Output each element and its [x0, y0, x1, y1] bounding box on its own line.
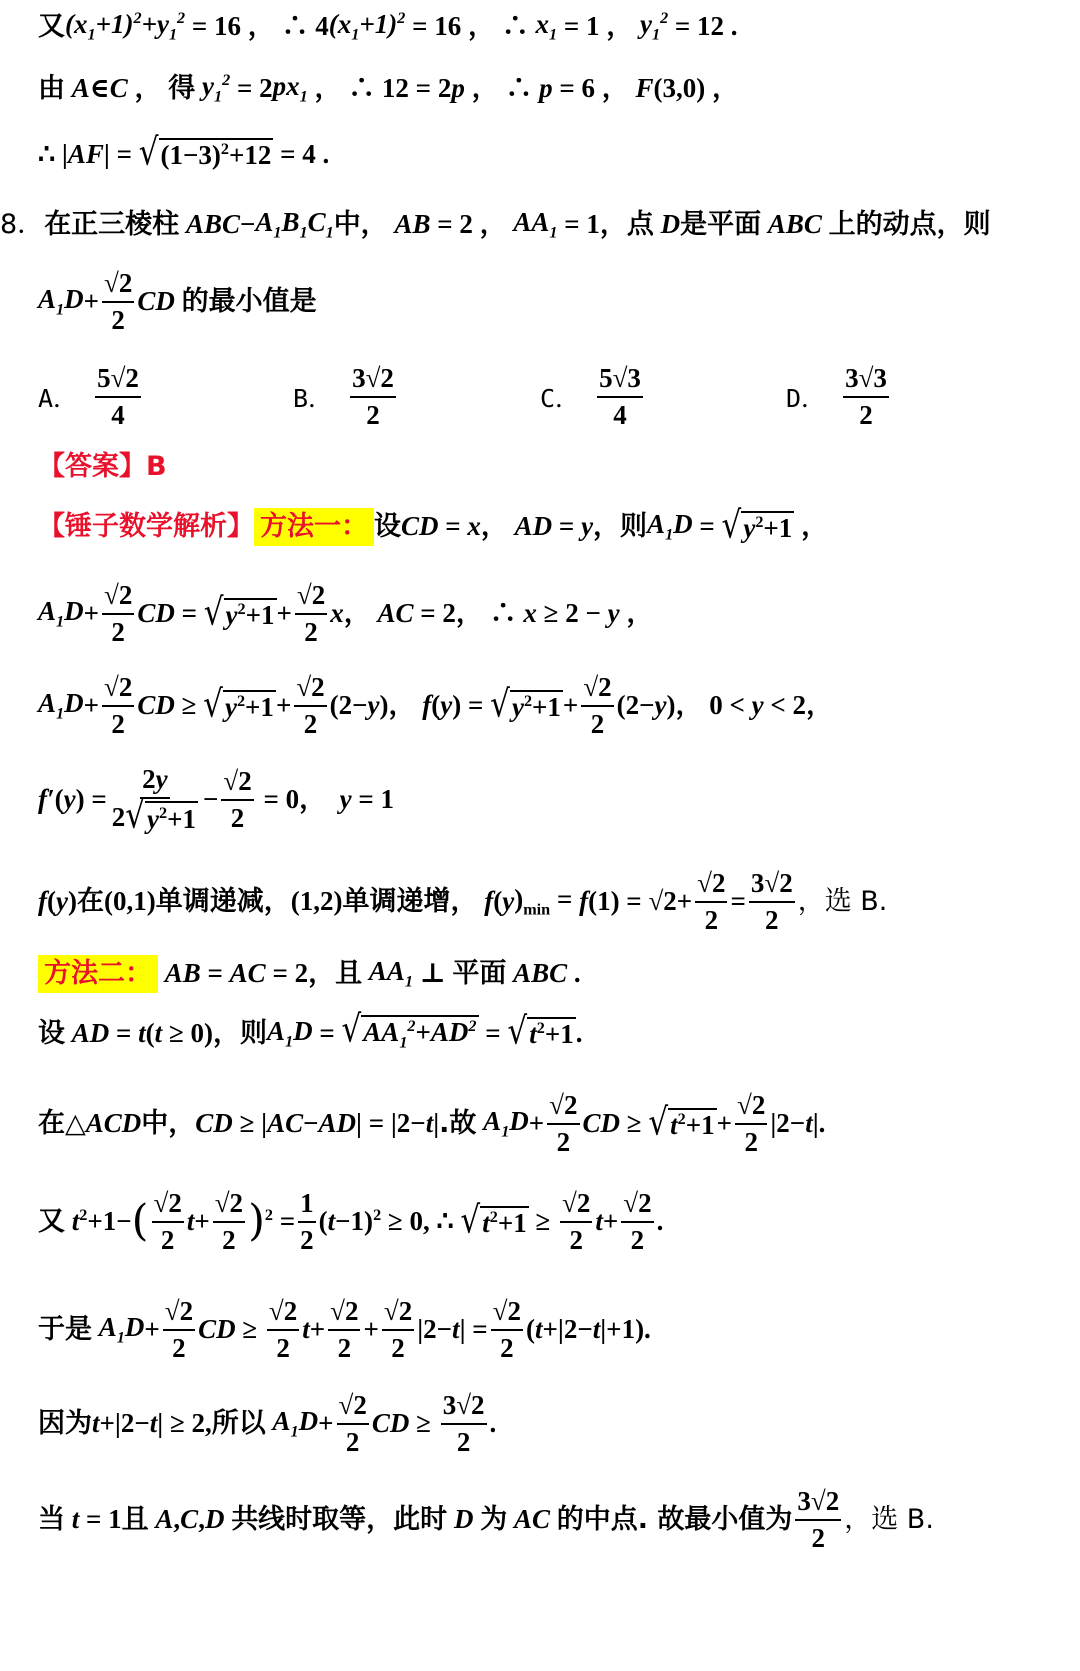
method-1-line-3: $A_1D$ + $\frac{√2}{2}$ CD ≥ √ $y^2+1$ + $\frac{√2}{2}$ (2− y )， f ( y ) = √ $y^2+1$ + $\frac{√2}{2}$ (2− y )， 0 < y < 2，: [38, 672, 834, 740]
eq-line-2: 由 A ∈ C ， 得 $y_1^2$ = 2 $px_1$ ， ∴ 12 = 2 p ， ∴ p = 6 ， F (3,0) ，: [38, 71, 739, 106]
method-1-line-4: f′ ( y ) = 2y 2 √ $y^2+1$ − $\frac{√2}{2}$ = 0， y = 1: [38, 764, 394, 838]
method-2-line-4: 又 t $^2$+1− ( $\frac{√2}{2}$ t + $\frac{√2}{2}$ ) $^2$ = $\frac{1}{2}$ ( t −1)$^2$ ≥ 0, ∴ √ $t^2+1$ ≥ $\frac{√2}{2}$ t + $\frac{√2}{2}$ .: [38, 1188, 664, 1256]
eq-line-1: 又 $(x_1+1)^2+y_1^2$ = 16 ， ∴ 4 $(x_1+1)^2$ = 16 ， ∴ $x_1$ = 1 ， $y_1^2$ = 12 .: [38, 9, 738, 44]
method-1-highlight: 方法一：: [254, 508, 374, 546]
method-2-line-3: 在 △ ACD 中， CD ≥ | AC − AD | = |2− t | .故 $A_1D$ + $\frac{√2}{2}$ CD ≥ √ $t^2+1$ + $\frac{√2}{2}$ |2− t |.: [38, 1090, 826, 1158]
method-1-line-2: $A_1D$ + $\frac{√2}{2}$ CD = √ $y^2+1$ + $\frac{√2}{2}$ x ， AC = 2， ∴ x ≥ 2 − y ，: [38, 580, 654, 648]
method-2-line-1: 方法二： AB = AC = 2 ，且 $AA_1$ ⊥ 平面 ABC .: [38, 955, 1060, 993]
method-1-line-5: f ( y ) 在 (0,1) 单调递减， (1,2) 单调递增， f ( y )$_{min}$ = f (1) = √2+ $\frac{√2}{2}$ = $\frac{3√2}{2}$ ，选 B.: [38, 868, 888, 936]
option-c[interactable]: C． $\frac{5√3}{4}$: [540, 363, 641, 431]
method-2-line-2: 设 AD = t ( t ≥ 0) ，则 $A_1D$ = √ $AA_1^2+AD^2$ = √ $t^2+1$ .: [38, 1007, 583, 1054]
method-1-line-1: 【锤子数学解析】 方法一： 设 CD = x ， AD = y ，则 $A_1D$ = √ $y^2+1$ ，: [38, 503, 829, 547]
option-b[interactable]: B． $\frac{3√2}{2}$: [293, 363, 394, 431]
method-2-line-7: 当 t = 1 且 A , C , D 共线时取等，此时 D 为 AC 的中点. 故最小值为 $\frac{3√2}{2}$ ，选 B.: [38, 1486, 934, 1554]
method-2-line-6: 因为 t +|2− t | ≥ 2, 所以 $A_1D$ + $\frac{√2}{2}$ CD ≥ $\frac{3√2}{2}$ .: [38, 1390, 497, 1458]
eq-line-3: ∴ | AF | = √ $(1-3)^2+12$ = 4 .: [38, 131, 330, 175]
method-2-line-5: 于是 $A_1D$ + $\frac{√2}{2}$ CD ≥ $\frac{√2}{2}$ t + $\frac{√2}{2}$ + $\frac{√2}{2}$ |2− t | = $\frac{√2}{2}$ ( t +|2− t |+1).: [38, 1296, 651, 1364]
question-8-line-2: $A_1D$ + $\frac{√2}{2}$ CD 的最小值是: [38, 268, 317, 336]
option-a[interactable]: A． $\frac{5√2}{4}$: [38, 363, 139, 431]
answer-line: 【答案】B: [38, 451, 167, 482]
option-d[interactable]: D． $\frac{3√3}{2}$: [786, 363, 887, 431]
question-8-line-1: 8． 在正三棱柱 ABC − $A_1B_1C_1$ 中， AB = 2 ， $AA_1$ = 1 ，点 D 是平面 ABC 上的动点，则: [0, 207, 991, 242]
method-2-highlight: 方法二：: [38, 955, 158, 993]
